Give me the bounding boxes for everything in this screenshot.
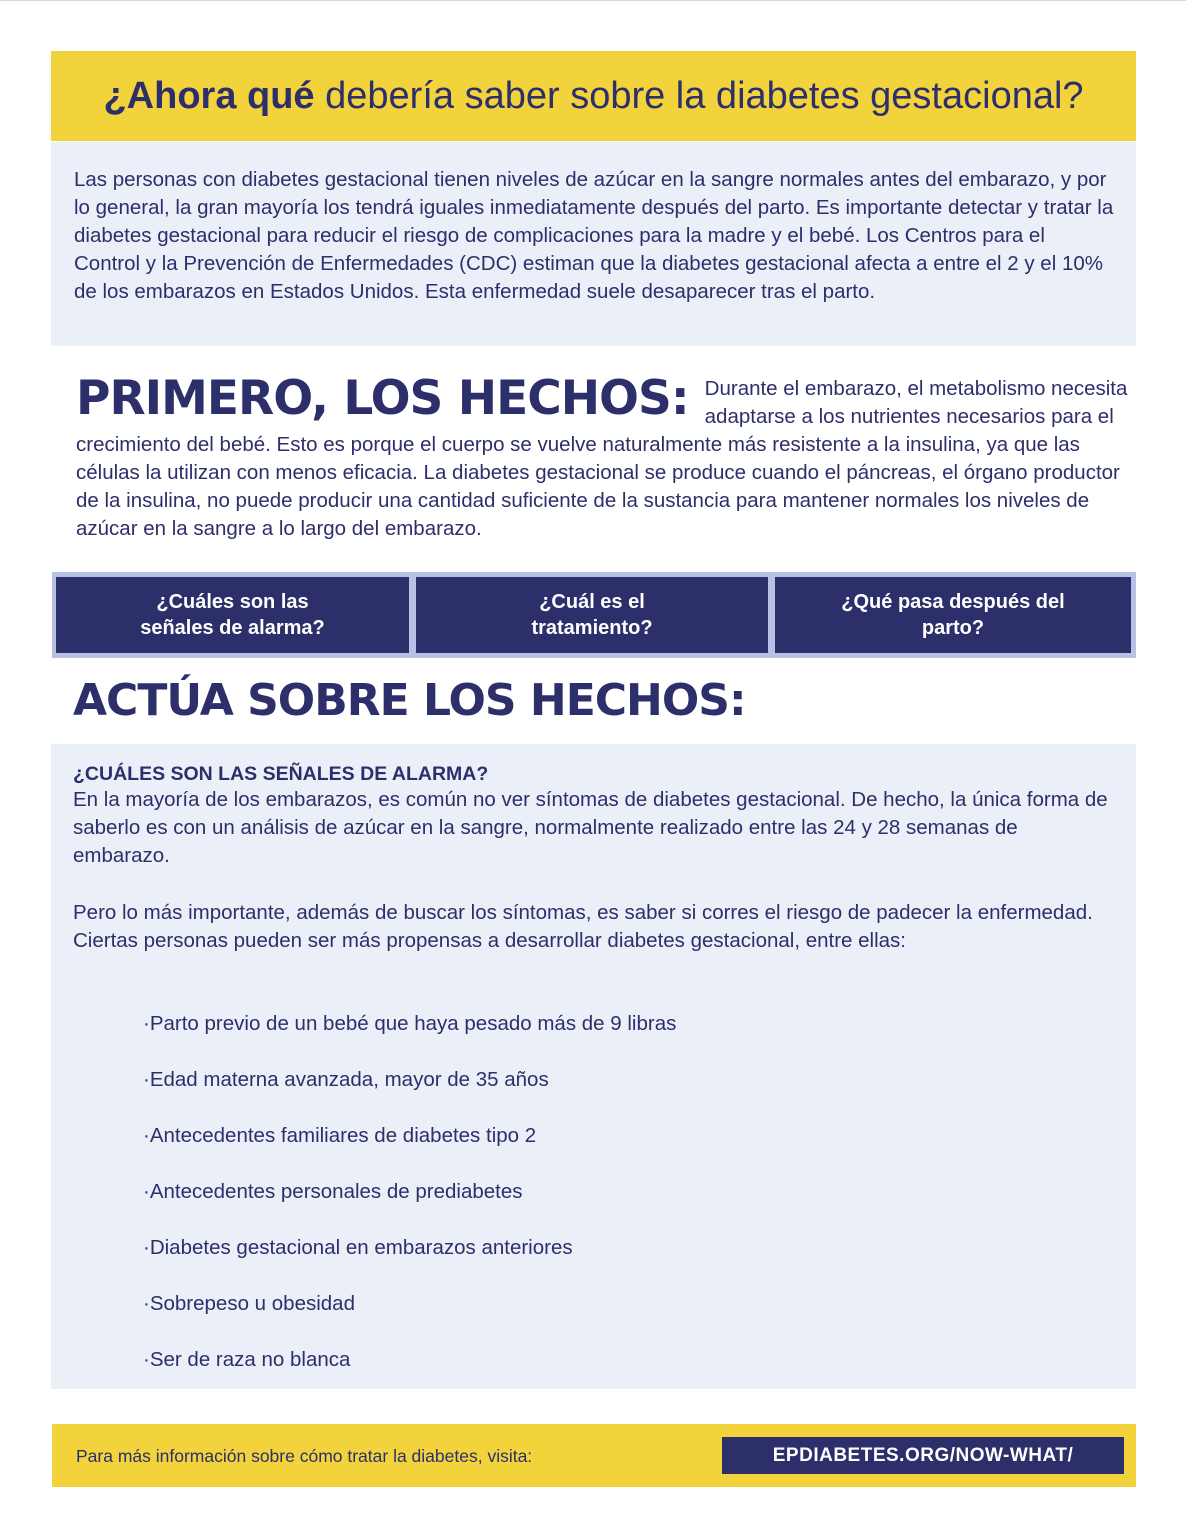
title-banner: [51, 51, 1136, 141]
list-item: · Ser de raza no blanca: [143, 1346, 676, 1402]
tab-label: ¿Cuál es el tratamiento?: [531, 591, 653, 639]
tab-label: ¿Qué pasa después del parto?: [841, 591, 1065, 639]
warning-signs-paragraph-1: En la mayoría de los embarazos, es común no ver síntomas de diabetes gestacional. De hecho, la única forma de saberlo es con un análisis de azúcar en la sangre, normalmente realizado entre las 24 y 28 semanas de embarazo.: [73, 788, 1108, 867]
tab-treatment[interactable]: [416, 577, 768, 653]
warning-signs-paragraph-2: Pero lo más importante, además de buscar los síntomas, es saber si corres el riesgo de padecer la enfermedad. Ciertas personas pueden ser más propensas a desarrollar diabetes gestacional, entre ellas:: [73, 901, 1093, 952]
page-title: [51, 73, 1136, 119]
title-rest-part: debería saber sobre la diabetes gestacional?: [314, 75, 1084, 117]
tab-label: ¿Cuáles son las señales de alarma?: [140, 591, 325, 639]
footer-text: Para más información sobre cómo tratar la diabetes, visita:: [76, 1446, 533, 1466]
warning-signs-section: [51, 744, 1136, 1389]
list-item: · Edad materna avanzada, mayor de 35 años: [143, 1066, 676, 1122]
list-item: · Antecedentes familiares de diabetes tipo 2: [143, 1122, 676, 1178]
facts-text: Durante el embarazo, el metabolismo necesita adaptarse a los nutrientes necesarios para el crecimiento del bebé. Esto es porque el cuerpo se vuelve naturalmente más resistente a la insulina, ya que las células la utilizan con menos eficacia. La diabetes gestacional se produce cuando el páncreas, el órgano productor de la insulina, no puede producir una cantidad suficiente de la sustancia para mantener normales los niveles de azúcar en la sangre a lo largo del embarazo.: [76, 377, 1128, 540]
tab-warning-signs[interactable]: [56, 577, 409, 653]
tab-after-birth[interactable]: [775, 577, 1131, 653]
list-item: · Antecedentes personales de prediabetes: [143, 1178, 676, 1234]
facts-section: [76, 372, 1138, 543]
website-link[interactable]: EPDIABETES.ORG/NOW-WHAT/: [722, 1437, 1124, 1474]
list-item: · Parto previo de un bebé que haya pesado más de 9 libras: [143, 1010, 676, 1066]
intro-section: [51, 142, 1136, 346]
list-item: · Diabetes gestacional en embarazos anteriores: [143, 1234, 676, 1290]
risk-factor-list: [143, 1010, 676, 1402]
footer-banner: [52, 1424, 1136, 1487]
facts-heading: PRIMERO, LOS HECHOS:: [76, 371, 689, 426]
act-heading: ACTÚA SOBRE LOS HECHOS:: [73, 675, 746, 726]
topic-tabs: [52, 572, 1136, 658]
intro-text: Las personas con diabetes gestacional tienen niveles de azúcar en la sangre normales antes del embarazo, y por lo general, la gran mayoría los tendrá iguales inmediatamente después del parto. Es importante detectar y tratar la diabetes gestacional para reducir el riesgo de complicaciones para la madre y el bebé. Los Centros para el Control y la Prevención de Enfermedades (CDC) estiman que la diabetes gestacional afecta a entre el 2 y el 10% de los embarazos en Estados Unidos. Esta enfermedad suele desaparecer tras el parto.: [74, 168, 1114, 303]
title-bold-part: ¿Ahora qué: [103, 75, 315, 117]
list-item: · Sobrepeso u obesidad: [143, 1290, 676, 1346]
warning-signs-heading: ¿CUÁLES SON LAS SEÑALES DE ALARMA?: [73, 763, 489, 785]
